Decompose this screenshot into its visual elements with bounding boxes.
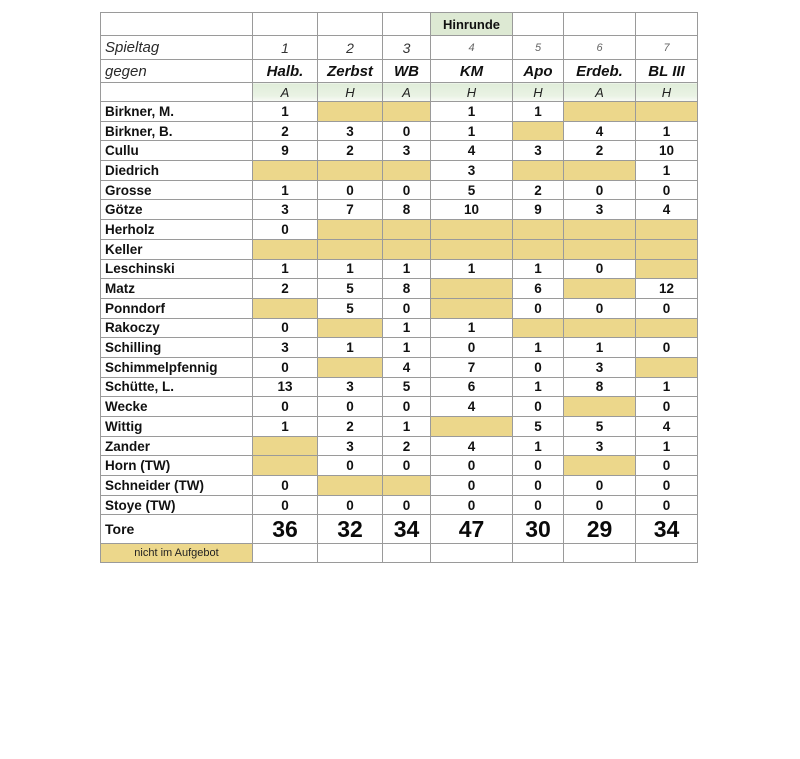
not-in-squad-cell — [513, 239, 564, 259]
goal-cell: 2 — [253, 279, 318, 299]
not-in-squad-cell — [431, 279, 513, 299]
not-in-squad-cell — [564, 397, 636, 417]
goal-cell: 0 — [253, 397, 318, 417]
goal-cell: 3 — [564, 436, 636, 456]
goal-cell: 3 — [431, 161, 513, 181]
not-in-squad-cell — [253, 436, 318, 456]
matchday-row — [101, 36, 698, 60]
not-in-squad-cell — [431, 239, 513, 259]
goal-cell: 0 — [513, 397, 564, 417]
goal-cell: 10 — [636, 141, 698, 161]
goal-cell: 0 — [636, 397, 698, 417]
goal-cell: 0 — [636, 338, 698, 358]
goal-cell: 1 — [431, 259, 513, 279]
goal-cell: 0 — [564, 259, 636, 279]
player-row — [101, 495, 698, 515]
not-in-squad-cell — [383, 102, 431, 122]
not-in-squad-cell — [431, 298, 513, 318]
not-in-squad-cell — [636, 239, 698, 259]
matchday-number: 1 — [253, 36, 318, 60]
not-in-squad-cell — [564, 318, 636, 338]
not-in-squad-cell — [318, 476, 383, 496]
goal-cell: 10 — [431, 200, 513, 220]
goal-cell: 1 — [383, 318, 431, 338]
goal-cell: 1 — [383, 417, 431, 437]
players-body — [101, 102, 698, 515]
total-goals: 47 — [431, 515, 513, 544]
venue-row — [101, 83, 698, 102]
not-in-squad-cell — [513, 220, 564, 240]
goal-cell: 0 — [318, 397, 383, 417]
goal-cell: 8 — [383, 279, 431, 299]
player-row — [101, 200, 698, 220]
goal-cell: 2 — [318, 141, 383, 161]
player-name: Birkner, M. — [101, 102, 253, 122]
goal-cell: 2 — [253, 121, 318, 141]
goal-cell: 1 — [253, 417, 318, 437]
goal-cell: 0 — [383, 456, 431, 476]
tore-row — [101, 515, 698, 544]
player-row — [101, 476, 698, 496]
goal-cell: 0 — [564, 298, 636, 318]
goal-cell: 1 — [636, 161, 698, 181]
spieltag-label: Spieltag — [101, 36, 253, 60]
goal-cell: 3 — [564, 200, 636, 220]
not-in-squad-cell — [513, 161, 564, 181]
matchday-number: 6 — [564, 36, 636, 60]
goal-cell: 1 — [383, 259, 431, 279]
total-goals: 36 — [253, 515, 318, 544]
not-in-squad-cell — [564, 239, 636, 259]
goal-cell: 12 — [636, 279, 698, 299]
not-in-squad-cell — [253, 298, 318, 318]
empty-cell — [513, 13, 564, 36]
goal-cell: 0 — [383, 298, 431, 318]
player-name: Wittig — [101, 417, 253, 437]
player-name: Schimmelpfennig — [101, 357, 253, 377]
not-in-squad-cell — [253, 456, 318, 476]
goal-cell: 4 — [383, 357, 431, 377]
not-in-squad-cell — [431, 220, 513, 240]
player-name: Diedrich — [101, 161, 253, 181]
goal-cell: 1 — [636, 436, 698, 456]
player-row — [101, 377, 698, 397]
goal-cell: 1 — [253, 259, 318, 279]
opponent-name: WB — [383, 60, 431, 83]
goal-cell: 9 — [253, 141, 318, 161]
empty-cell — [101, 83, 253, 102]
not-in-squad-cell — [318, 220, 383, 240]
goal-cell: 6 — [431, 377, 513, 397]
player-name: Ponndorf — [101, 298, 253, 318]
goal-cell: 0 — [431, 476, 513, 496]
goal-cell: 1 — [513, 102, 564, 122]
goal-cell: 5 — [318, 298, 383, 318]
goal-cell: 0 — [431, 495, 513, 515]
goal-cell: 4 — [636, 417, 698, 437]
player-row — [101, 220, 698, 240]
goal-cell: 0 — [513, 357, 564, 377]
venue-indicator: H — [513, 83, 564, 102]
goal-cell: 0 — [636, 456, 698, 476]
goal-cell: 7 — [431, 357, 513, 377]
goal-cell: 1 — [431, 318, 513, 338]
not-in-squad-cell — [318, 239, 383, 259]
opponent-row — [101, 60, 698, 83]
goal-cell: 1 — [513, 436, 564, 456]
player-name: Zander — [101, 436, 253, 456]
goal-cell: 2 — [513, 180, 564, 200]
player-name: Keller — [101, 239, 253, 259]
empty-cell — [564, 13, 636, 36]
goal-cell: 1 — [513, 338, 564, 358]
goal-cell: 0 — [383, 121, 431, 141]
goal-cell: 3 — [253, 338, 318, 358]
not-in-squad-cell — [564, 279, 636, 299]
player-row — [101, 338, 698, 358]
goal-cell: 0 — [253, 318, 318, 338]
player-row — [101, 417, 698, 437]
goal-cell: 3 — [513, 141, 564, 161]
not-in-squad-cell — [636, 259, 698, 279]
goal-cell: 1 — [431, 121, 513, 141]
venue-indicator: H — [636, 83, 698, 102]
goal-cell: 3 — [564, 357, 636, 377]
player-name: Götze — [101, 200, 253, 220]
goal-cell: 1 — [636, 121, 698, 141]
not-in-squad-cell — [564, 161, 636, 181]
goal-cell: 0 — [636, 476, 698, 496]
goal-cell: 13 — [253, 377, 318, 397]
goal-cell: 0 — [318, 180, 383, 200]
player-row — [101, 180, 698, 200]
not-in-squad-cell — [253, 239, 318, 259]
goal-cell: 7 — [318, 200, 383, 220]
empty-cell — [383, 13, 431, 36]
not-in-squad-cell — [318, 318, 383, 338]
venue-indicator: A — [383, 83, 431, 102]
empty-cell — [101, 13, 253, 36]
total-goals: 34 — [636, 515, 698, 544]
legend-row — [101, 544, 698, 563]
player-name: Wecke — [101, 397, 253, 417]
goal-cell: 2 — [383, 436, 431, 456]
empty-cell — [431, 544, 513, 563]
not-in-squad-cell — [513, 121, 564, 141]
header-section — [101, 13, 698, 102]
player-name: Leschinski — [101, 259, 253, 279]
goal-cell: 1 — [636, 377, 698, 397]
matchday-number: 4 — [431, 36, 513, 60]
player-row — [101, 102, 698, 122]
tore-label: Tore — [101, 515, 253, 544]
player-name: Schilling — [101, 338, 253, 358]
goal-cell: 2 — [564, 141, 636, 161]
matchday-number: 7 — [636, 36, 698, 60]
goal-cell: 5 — [383, 377, 431, 397]
goal-cell: 0 — [564, 476, 636, 496]
player-name: Schneider (TW) — [101, 476, 253, 496]
player-name: Herholz — [101, 220, 253, 240]
empty-cell — [513, 544, 564, 563]
goal-cell: 1 — [513, 377, 564, 397]
not-in-squad-cell — [564, 102, 636, 122]
total-goals: 29 — [564, 515, 636, 544]
total-goals: 30 — [513, 515, 564, 544]
empty-cell — [636, 544, 698, 563]
empty-cell — [636, 13, 698, 36]
goal-cell: 8 — [564, 377, 636, 397]
goal-cell: 1 — [564, 338, 636, 358]
not-in-squad-cell — [431, 417, 513, 437]
opponent-name: Halb. — [253, 60, 318, 83]
player-name: Stoye (TW) — [101, 495, 253, 515]
goal-cell: 0 — [383, 495, 431, 515]
not-in-squad-cell — [636, 318, 698, 338]
goal-cell: 5 — [318, 279, 383, 299]
not-in-squad-cell — [318, 161, 383, 181]
matchday-number: 5 — [513, 36, 564, 60]
goal-cell: 9 — [513, 200, 564, 220]
goal-cell: 0 — [318, 456, 383, 476]
goal-cell: 3 — [253, 200, 318, 220]
goal-cell: 1 — [513, 259, 564, 279]
footer-section — [101, 515, 698, 563]
total-goals: 34 — [383, 515, 431, 544]
not-in-squad-cell — [383, 476, 431, 496]
goal-cell: 3 — [383, 141, 431, 161]
player-name: Matz — [101, 279, 253, 299]
venue-indicator: H — [431, 83, 513, 102]
not-in-squad-cell — [636, 102, 698, 122]
player-row — [101, 298, 698, 318]
goal-cell: 0 — [253, 220, 318, 240]
goal-cell: 3 — [318, 121, 383, 141]
goal-cell: 1 — [318, 338, 383, 358]
player-row — [101, 318, 698, 338]
goal-cell: 0 — [513, 456, 564, 476]
goal-cell: 0 — [636, 298, 698, 318]
not-in-squad-cell — [318, 357, 383, 377]
not-in-squad-cell — [253, 161, 318, 181]
goal-cell: 4 — [431, 436, 513, 456]
player-row — [101, 357, 698, 377]
player-row — [101, 161, 698, 181]
goal-cell: 1 — [431, 102, 513, 122]
not-in-squad-cell — [636, 220, 698, 240]
goal-table — [100, 12, 698, 563]
player-row — [101, 397, 698, 417]
goal-cell: 0 — [253, 357, 318, 377]
player-row — [101, 436, 698, 456]
goal-cell: 0 — [318, 495, 383, 515]
goal-cell: 0 — [636, 495, 698, 515]
legend-not-in-squad: nicht im Aufgebot — [101, 544, 253, 563]
goal-cell: 4 — [431, 397, 513, 417]
goal-cell: 4 — [636, 200, 698, 220]
goal-cell: 0 — [431, 338, 513, 358]
player-name: Schütte, L. — [101, 377, 253, 397]
not-in-squad-cell — [318, 102, 383, 122]
goal-cell: 1 — [253, 102, 318, 122]
player-name: Cullu — [101, 141, 253, 161]
goal-cell: 5 — [513, 417, 564, 437]
empty-cell — [318, 13, 383, 36]
goal-cell: 1 — [383, 338, 431, 358]
venue-indicator: H — [318, 83, 383, 102]
opponent-name: BL III — [636, 60, 698, 83]
player-row — [101, 279, 698, 299]
goal-cell: 0 — [564, 180, 636, 200]
player-name: Horn (TW) — [101, 456, 253, 476]
opponent-name: Zerbst — [318, 60, 383, 83]
goal-cell: 0 — [513, 298, 564, 318]
empty-cell — [253, 544, 318, 563]
matchday-number: 3 — [383, 36, 431, 60]
goal-cell: 0 — [383, 180, 431, 200]
goal-cell: 5 — [431, 180, 513, 200]
goal-cell: 4 — [431, 141, 513, 161]
not-in-squad-cell — [513, 318, 564, 338]
matchday-number: 2 — [318, 36, 383, 60]
hinrunde-row — [101, 13, 698, 36]
player-row — [101, 456, 698, 476]
goal-cell: 2 — [318, 417, 383, 437]
player-row — [101, 239, 698, 259]
goal-statistics-sheet — [100, 12, 698, 563]
not-in-squad-cell — [564, 456, 636, 476]
goal-cell: 0 — [513, 495, 564, 515]
opponent-name: KM — [431, 60, 513, 83]
goal-cell: 4 — [564, 121, 636, 141]
goal-cell: 6 — [513, 279, 564, 299]
empty-cell — [318, 544, 383, 563]
player-row — [101, 259, 698, 279]
player-row — [101, 141, 698, 161]
empty-cell — [253, 13, 318, 36]
goal-cell: 3 — [318, 436, 383, 456]
goal-cell: 5 — [564, 417, 636, 437]
goal-cell: 0 — [253, 495, 318, 515]
player-name: Grosse — [101, 180, 253, 200]
opponent-name: Erdeb. — [564, 60, 636, 83]
not-in-squad-cell — [383, 239, 431, 259]
venue-indicator: A — [564, 83, 636, 102]
goal-cell: 0 — [253, 476, 318, 496]
empty-cell — [564, 544, 636, 563]
goal-cell: 0 — [383, 397, 431, 417]
hinrunde-title: Hinrunde — [431, 13, 513, 36]
player-name: Rakoczy — [101, 318, 253, 338]
not-in-squad-cell — [383, 161, 431, 181]
not-in-squad-cell — [564, 220, 636, 240]
player-row — [101, 121, 698, 141]
gegen-label: gegen — [101, 60, 253, 83]
goal-cell: 0 — [636, 180, 698, 200]
goal-cell: 3 — [318, 377, 383, 397]
not-in-squad-cell — [383, 220, 431, 240]
goal-cell: 8 — [383, 200, 431, 220]
empty-cell — [383, 544, 431, 563]
not-in-squad-cell — [636, 357, 698, 377]
goal-cell: 0 — [513, 476, 564, 496]
goal-cell: 0 — [431, 456, 513, 476]
opponent-name: Apo — [513, 60, 564, 83]
total-goals: 32 — [318, 515, 383, 544]
venue-indicator: A — [253, 83, 318, 102]
goal-cell: 1 — [253, 180, 318, 200]
goal-cell: 1 — [318, 259, 383, 279]
player-name: Birkner, B. — [101, 121, 253, 141]
goal-cell: 0 — [564, 495, 636, 515]
